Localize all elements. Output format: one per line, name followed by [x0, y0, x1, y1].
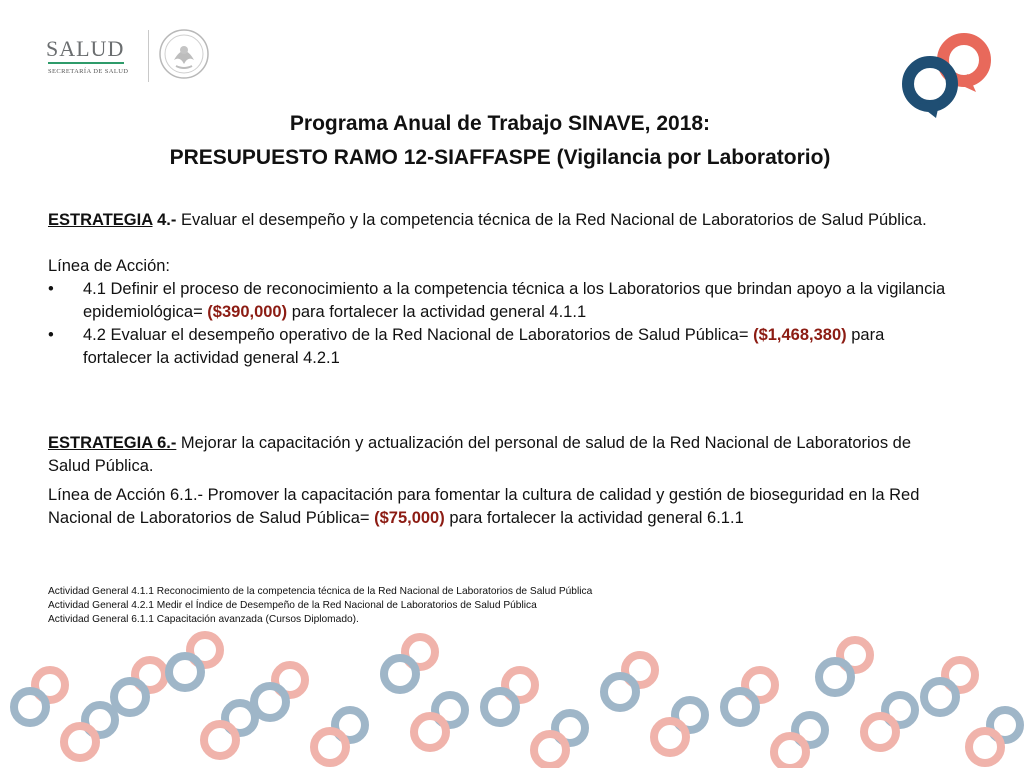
amount-value: ($1,468,380): [753, 326, 847, 344]
estrategia-6-block: [48, 432, 948, 530]
estrategia-4-heading: [48, 209, 948, 232]
salud-subtitle: SECRETARÍA DE SALUD: [48, 68, 129, 75]
bullet: •: [48, 326, 54, 344]
salud-wordmark: SALUD: [46, 36, 125, 61]
list-item: [48, 324, 948, 370]
page-title: Programa Anual de Trabajo SINAVE, 2018:: [289, 112, 711, 135]
estrategia-6-heading: [48, 432, 948, 478]
logo-divider: [148, 30, 149, 82]
salud-rule: [48, 62, 124, 64]
footnote-item: Actividad General 4.2.1 Medir el Índice de Desempeño de la Red Nacional de Laboratorios de Salud Pública: [48, 600, 537, 611]
footnotes: [48, 585, 948, 627]
estrategia-6-label: ESTRATEGIA 6.-: [48, 434, 177, 452]
linea-6-text: Línea de Acción 6.1.- Promover la capacitación para fomentar la cultura de calidad y gestión de bioseguridad en la Red Nacional de Laboratorios de Salud Pública=: [48, 486, 920, 527]
footnote-item: Actividad General 4.1.1 Reconocimiento de la competencia técnica de la Red Nacional de Laboratorios de Salud Pública: [48, 586, 593, 597]
interlocked-rings-logo-icon: [892, 22, 1002, 122]
mexico-coat-of-arms-icon: [152, 24, 216, 88]
item-text: 4.2 Evaluar el desempeño operativo de la Red Nacional de Laboratorios de Salud Pública=: [83, 326, 754, 344]
linea-accion-6-1: [48, 484, 948, 530]
estrategia-4-number: 4.-: [152, 211, 177, 229]
estrategia-4-label: ESTRATEGIA: [48, 211, 153, 229]
linea-accion-list: [48, 278, 948, 370]
linea-6-text-end: para fortalecer la actividad general 6.1.1: [444, 509, 744, 527]
item-text-end: para fortalecer la actividad general 4.1.1: [287, 303, 587, 321]
salud-logo: [40, 28, 220, 88]
estrategia-4-block: [48, 209, 948, 370]
list-item: [48, 278, 948, 324]
page-subtitle: PRESUPUESTO RAMO 12-SIAFFASPE (Vigilancia por Laboratorio): [169, 146, 831, 169]
item-text: 4.1 Definir el proceso de reconocimiento a la competencia técnica a los Laboratorios que brindan apoyo a la vigilancia epidemiológica=: [83, 280, 946, 321]
item-text-end: para fortalecer la actividad general 4.2.1: [83, 326, 885, 367]
linea-accion-label: Línea de Acción:: [48, 257, 171, 275]
estrategia-4-text: Evaluar el desempeño y la competencia técnica de la Red Nacional de Laboratorios de Salud Pública.: [176, 211, 927, 229]
estrategia-6-text: Mejorar la capacitación y actualización del personal de salud de la Red Nacional de Laboratorios de Salud Pública.: [48, 434, 912, 475]
bullet: •: [48, 280, 54, 298]
amount-value: ($75,000): [374, 509, 445, 527]
ring-pattern-icon: [0, 630, 1024, 768]
footnote-item: Actividad General 6.1.1 Capacitación avanzada (Cursos Diplomado).: [48, 614, 359, 625]
amount-value: ($390,000): [207, 303, 288, 321]
